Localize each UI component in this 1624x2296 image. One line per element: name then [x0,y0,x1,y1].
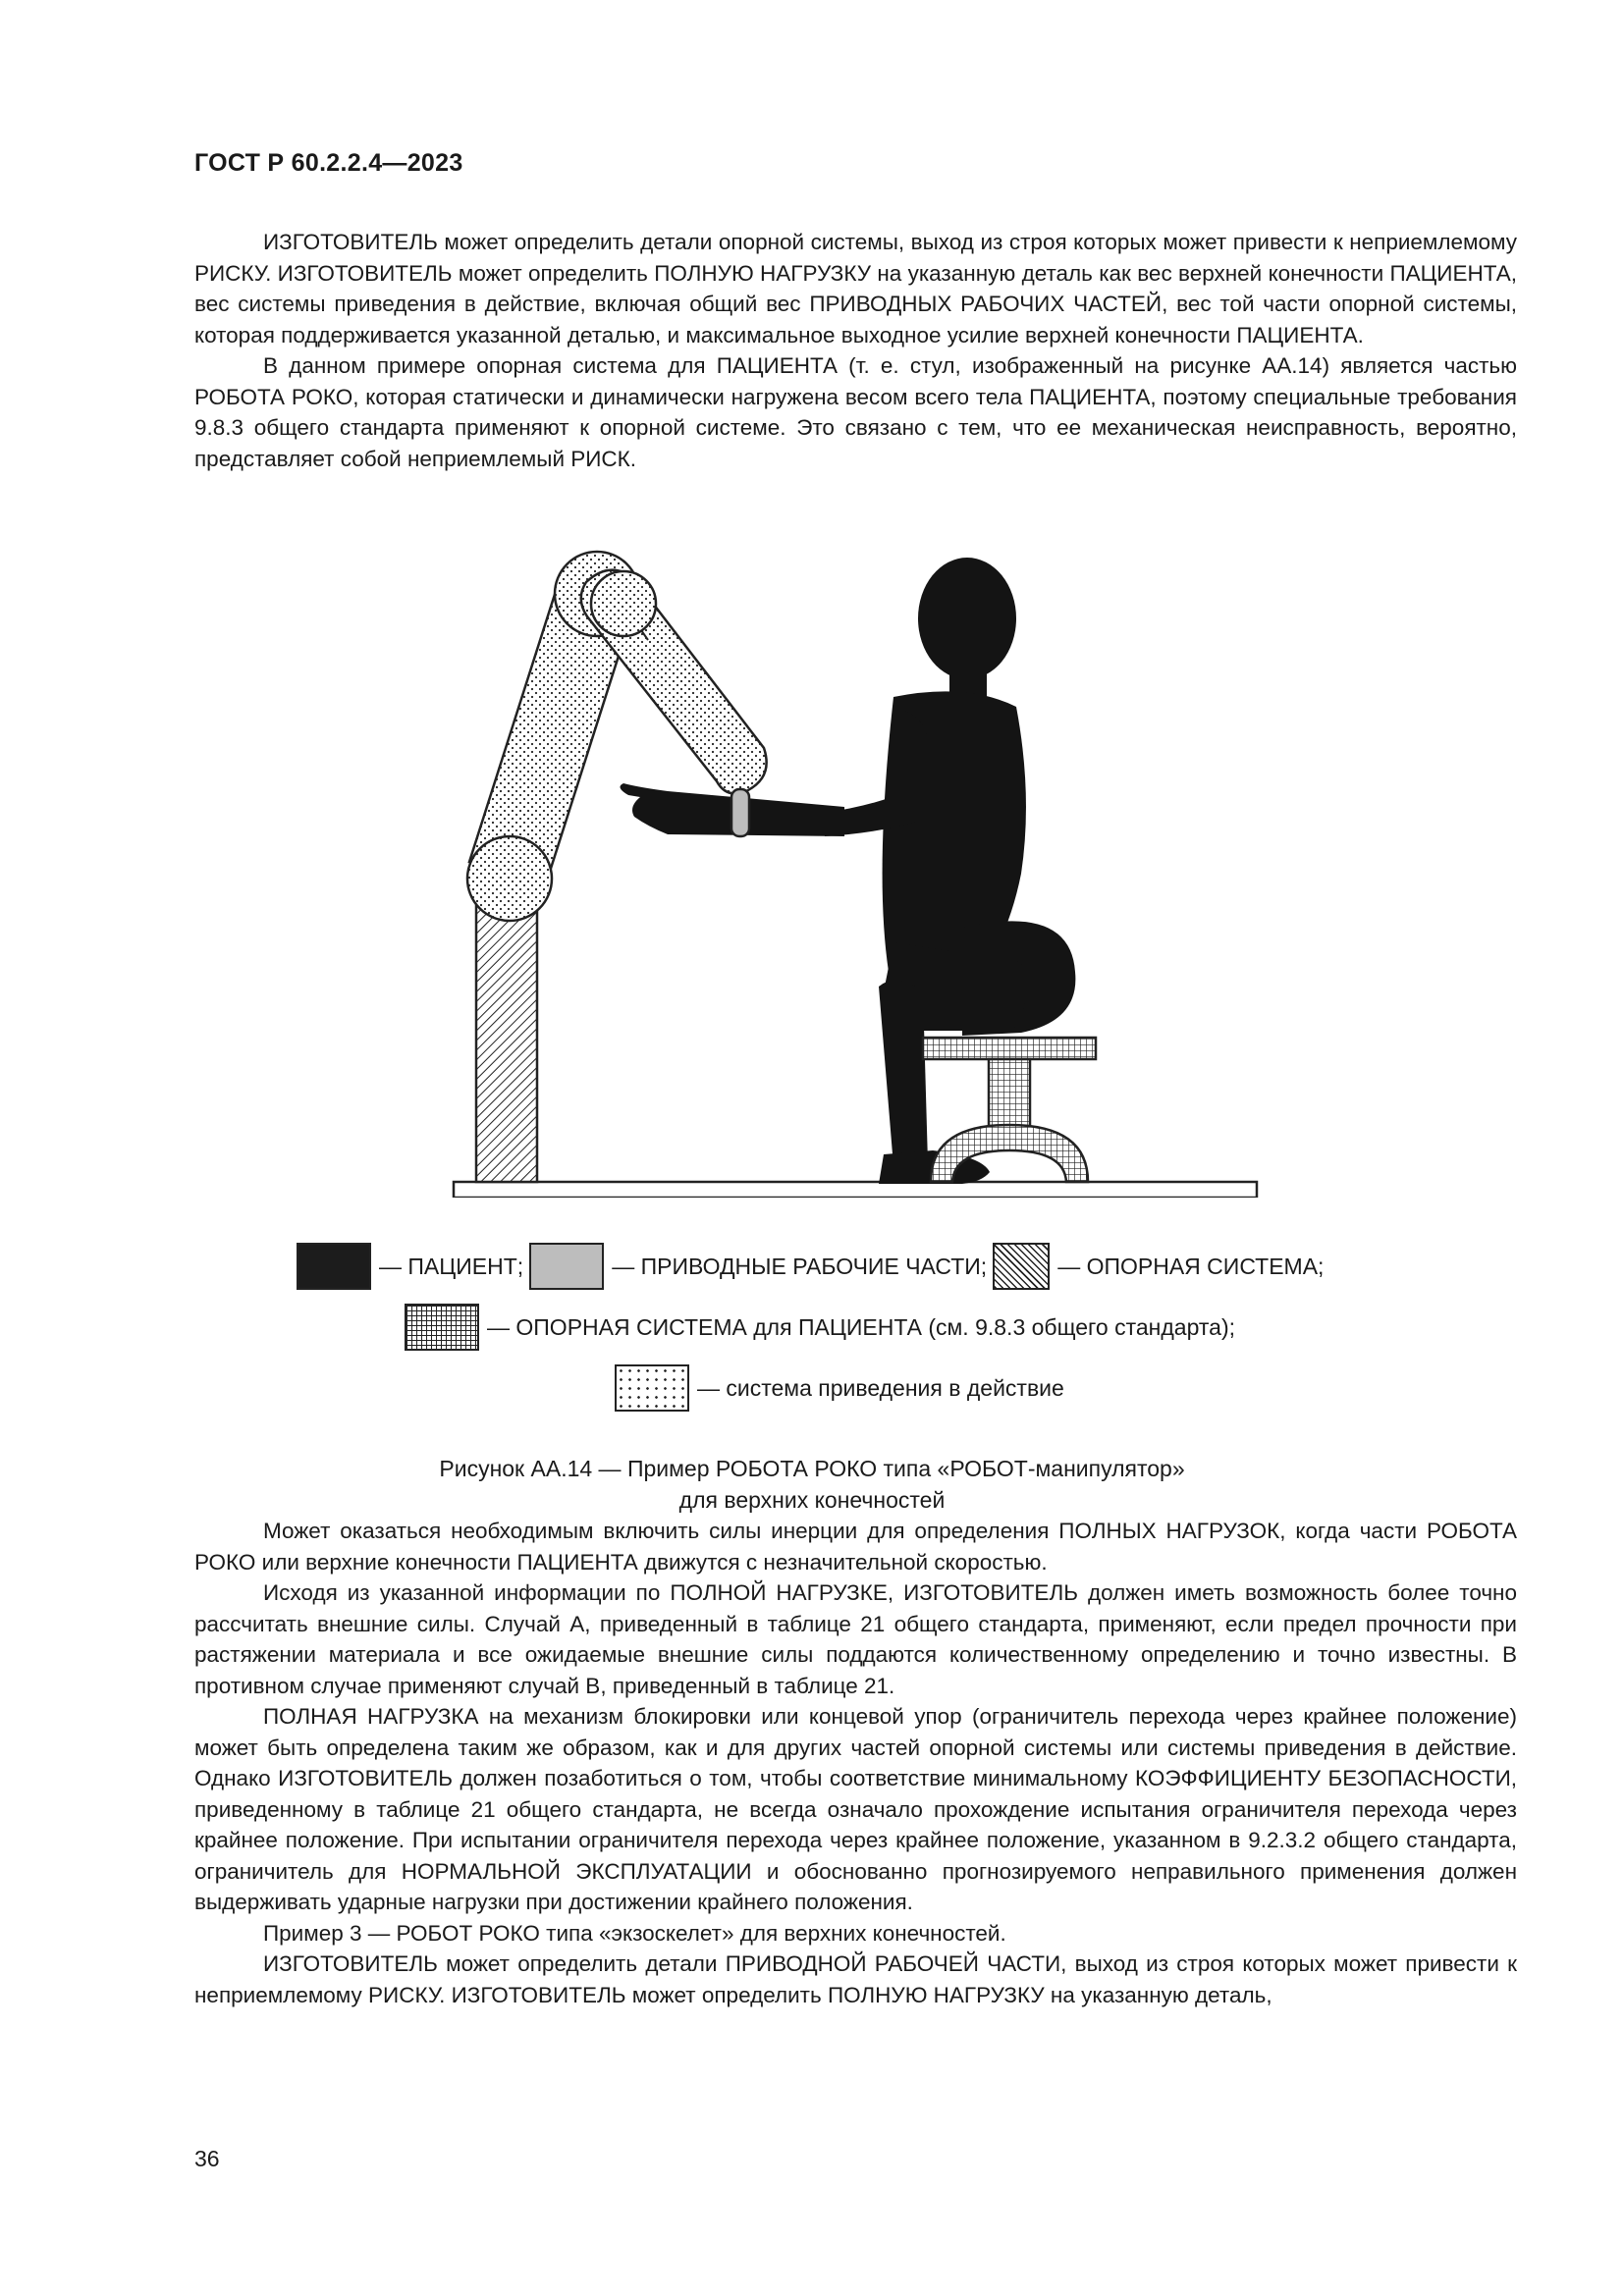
caption-line-2: для верхних конечностей [678,1487,946,1513]
paragraph: ИЗГОТОВИТЕЛЬ может определить детали ПРИВОДНОЙ РАБОЧЕЙ ЧАСТИ, выход из строя которых может привести к неприемлемому РИСКУ. ИЗГОТОВИТЕЛЬ может определить ПОЛНУЮ НАГРУЗКУ на указанную деталь, [194,1951,1517,2007]
legend-row-2 [405,1304,1241,1351]
support-system-swatch [993,1243,1050,1290]
page-number: 36 [194,2146,220,2171]
caption-line-1: Рисунок АА.14 — Пример РОБОТА РОКО типа «РОБОТ-манипулятор» [439,1456,1185,1481]
elbow-joint [591,571,656,636]
support-column [476,905,537,1182]
bottom-text-block [194,1516,1517,2010]
paragraph: Может оказаться необходимым включить силы инерции для определения ПОЛНЫХ НАГРУЗОК, когда части РОБОТА РОКО или верхние конечности ПАЦИЕНТА движутся с незначительной скоростью. [194,1519,1517,1575]
legend-row-1 [297,1243,1329,1290]
applied-parts-swatch [529,1243,604,1290]
legend-actuation-system-label: — система приведения в действие [697,1374,1064,1401]
paragraph: В данном примере опорная система для ПАЦИЕНТА (т. е. стул, изображенный на рисунке АА.14) является частью РОБОТА РОКО, которая статически и динамически нагружена весом всего тела ПАЦИЕНТА, поэтому специальные требования 9.8.3 общего стандарта применяют к опорной системе. Это связано с тем, что ее механическая неисправность, вероятно, представляет собой неприемлемый РИСК. [194,353,1517,471]
patient-stool [923,1038,1096,1182]
floor-plate [454,1182,1257,1198]
legend-patient-support-label: — ОПОРНАЯ СИСТЕМА для ПАЦИЕНТА (см. 9.8.3 общего стандарта); [487,1313,1235,1340]
legend-patient-label: — ПАЦИЕНТ; [379,1253,524,1279]
figure-caption [0,1453,1624,1516]
legend-row-3 [615,1364,1070,1412]
patient-support-swatch [405,1304,479,1351]
paragraph: Исходя из указанной информации по ПОЛНОЙ НАГРУЗКЕ, ИЗГОТОВИТЕЛЬ должен иметь возможность более точно рассчитать внешние силы. Случай А, приведенный в таблице 21 общего стандарта, применяют, если предел прочности при растяжении материала и все ожидаемые внешние силы поддаются количественному определению и точно известны. В противном случае применяют случай В, приведенный в таблице 21. [194,1580,1517,1698]
legend-applied-parts-label: — ПРИВОДНЫЕ РАБОЧИЕ ЧАСТИ; [612,1253,988,1279]
patient-swatch [297,1243,371,1290]
paragraph: Пример 3 — РОБОТ РОКО типа «экзоскелет» для верхних конечностей. [263,1920,1006,1946]
robot-manipulator-figure [432,550,1276,1198]
top-text-block [194,227,1517,474]
actuation-system-swatch [615,1364,689,1412]
paragraph: ИЗГОТОВИТЕЛЬ может определить детали опорной системы, выход из строя которых может привести к неприемлемому РИСКУ. ИЗГОТОВИТЕЛЬ может определить ПОЛНУЮ НАГРУЗКУ на указанную деталь как вес верхней конечности ПАЦИЕНТА, вес системы приведения в действие, включая общий вес ПРИВОДНЫХ РАБОЧИХ ЧАСТЕЙ, вес той части опорной системы, которая поддерживается указанной деталью, и максимальное выходное усилие верхней конечности ПАЦИЕНТА. [194,230,1517,347]
legend-support-system-label: — ОПОРНАЯ СИСТЕМА; [1057,1253,1325,1279]
paragraph: ПОЛНАЯ НАГРУЗКА на механизм блокировки или концевой упор (ограничитель перехода через крайнее положение) может быть определена таким же образом, как и для других частей опорной системы или системы приведения в действие. Однако ИЗГОТОВИТЕЛЬ должен позаботиться о том, чтобы соответствие минимальному КОЭФФИЦИЕНТУ БЕЗОПАСНОСТИ, приведенному в таблице 21 общего стандарта, не всегда означало прохождение испытания ограничителя перехода через крайнее положение. При испытании ограничителя перехода через крайнее положение, указанном в 9.2.3.2 общего стандарта, ограничитель для НОРМАЛЬНОЙ ЭКСПЛУАТАЦИИ и обоснованно прогнозируемого неправильного применения должен выдерживать ударные нагрузки при достижении крайнего положения. [194,1704,1517,1914]
base-joint [467,836,552,921]
wrist-cuff [731,789,749,836]
document-header: ГОСТ Р 60.2.2.4—2023 [194,149,463,177]
